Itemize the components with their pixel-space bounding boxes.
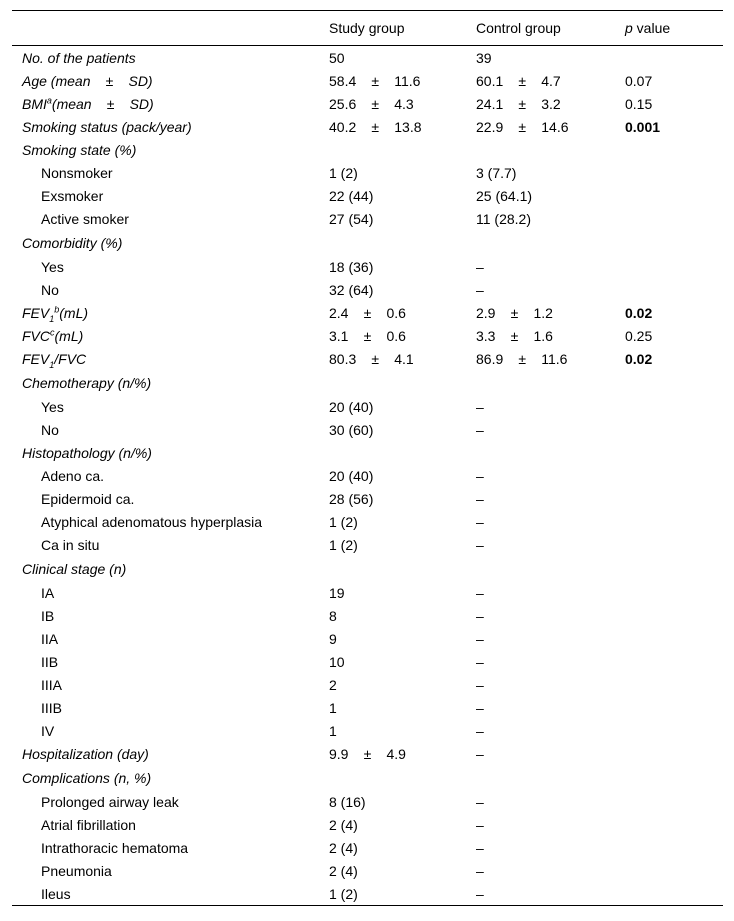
table-row xyxy=(12,92,723,115)
control-value: – xyxy=(476,885,484,902)
control-value: 2.9 ± 1.2 xyxy=(476,304,553,321)
study-value: 40.2 ± 13.8 xyxy=(329,118,422,135)
row-label: Smoking status (pack/year) xyxy=(22,118,192,135)
control-value: – xyxy=(476,584,484,601)
section-row xyxy=(12,230,723,255)
table-row xyxy=(12,604,723,627)
header-p-italic: p xyxy=(625,20,633,36)
section-row xyxy=(12,556,723,581)
table-row xyxy=(12,650,723,673)
row-label: Atrial fibrillation xyxy=(41,816,136,833)
row-label: $FEV_1^b(mL)$ xyxy=(22,303,89,324)
header-p-value xyxy=(615,11,723,46)
p-value: 0.25 xyxy=(625,327,653,344)
study-value: 1 (2) xyxy=(329,164,358,181)
control-value: – xyxy=(476,607,484,624)
table-row xyxy=(12,673,723,696)
study-value: 50 xyxy=(329,49,345,66)
p-value: 0.02 xyxy=(625,304,653,321)
table-row xyxy=(12,301,723,324)
table-row xyxy=(12,510,723,533)
section-label: Comorbidity (%) xyxy=(22,234,123,251)
table-row xyxy=(12,324,723,347)
patient-characteristics-table xyxy=(12,10,723,906)
study-value: 28 (56) xyxy=(329,490,374,507)
row-label: Yes xyxy=(41,258,64,275)
study-value: 3.1 ± 0.6 xyxy=(329,327,406,344)
row-label: IIIB xyxy=(41,699,63,716)
control-value: 3 (7.7) xyxy=(476,164,517,181)
row-label: Ileus xyxy=(41,885,71,902)
table-row xyxy=(12,836,723,859)
header-label xyxy=(12,11,319,46)
control-value: – xyxy=(476,536,484,553)
row-label: IIB xyxy=(41,653,59,670)
row-label: No. of the patients xyxy=(22,49,136,66)
control-value: – xyxy=(476,676,484,693)
table-row xyxy=(12,207,723,230)
table-row xyxy=(12,742,723,765)
control-value: – xyxy=(476,816,484,833)
row-label: IB xyxy=(41,607,55,624)
table-row xyxy=(12,487,723,510)
row-label: Epidermoid ca. xyxy=(41,490,135,507)
table-row xyxy=(12,278,723,301)
table-row xyxy=(12,418,723,441)
study-value: 58.4 ± 11.6 xyxy=(329,72,421,89)
control-value: – xyxy=(476,281,484,298)
study-value: 18 (36) xyxy=(329,258,374,275)
study-value: 20 (40) xyxy=(329,398,374,415)
row-label: Prolonged airway leak xyxy=(41,793,179,810)
table-row xyxy=(12,161,723,184)
row-label: Exsmoker xyxy=(41,187,104,204)
p-value: 0.07 xyxy=(625,72,653,89)
table-row xyxy=(12,464,723,487)
control-value: 11 (28.2) xyxy=(476,210,531,227)
study-value: 1 (2) xyxy=(329,885,358,902)
table-row xyxy=(12,347,723,370)
control-value: 60.1 ± 4.7 xyxy=(476,72,561,89)
row-label: Yes xyxy=(41,398,64,415)
control-value: – xyxy=(476,258,484,275)
table-row xyxy=(12,882,723,906)
study-value: 20 (40) xyxy=(329,467,374,484)
p-value: 0.001 xyxy=(625,118,661,135)
study-value: 9 xyxy=(329,630,337,647)
control-value: 86.9 ± 11.6 xyxy=(476,350,568,367)
study-value: 8 (16) xyxy=(329,793,366,810)
control-value: 22.9 ± 14.6 xyxy=(476,118,569,135)
row-label: IV xyxy=(41,722,55,739)
study-value: 2 (4) xyxy=(329,839,358,856)
study-value: 2 (4) xyxy=(329,816,358,833)
section-row xyxy=(12,441,723,464)
row-label: No xyxy=(41,421,59,438)
section-row xyxy=(12,138,723,161)
header-study-group: Study group xyxy=(329,20,405,36)
study-value: 9.9 ± 4.9 xyxy=(329,745,406,762)
control-value: – xyxy=(476,398,484,415)
header-p-rest: value xyxy=(632,20,671,36)
row-label: FVC$^c$(mL) xyxy=(22,326,84,344)
header-row xyxy=(12,11,723,46)
section-label: Complications (n, %) xyxy=(22,769,152,786)
control-value: 39 xyxy=(476,49,492,66)
control-value: – xyxy=(476,745,484,762)
control-value: – xyxy=(476,513,484,530)
row-label: Atyphical adenomatous hyperplasia xyxy=(41,513,263,530)
control-value: – xyxy=(476,421,484,438)
row-label: $BMI^a(mean \pm SD)$ xyxy=(22,94,154,112)
study-value: 32 (64) xyxy=(329,281,374,298)
study-value: 10 xyxy=(329,653,345,670)
section-label: Smoking state (%) xyxy=(22,141,137,158)
row-label: No xyxy=(41,281,59,298)
control-value: 24.1 ± 3.2 xyxy=(476,95,561,112)
row-label: $FEV_1$/FVC xyxy=(22,350,87,370)
study-value: 1 (2) xyxy=(329,536,358,553)
section-label: Chemotherapy (n/%) xyxy=(22,374,152,391)
study-value: 1 xyxy=(329,722,337,739)
table-row xyxy=(12,184,723,207)
study-value: 1 (2) xyxy=(329,513,358,530)
control-value: – xyxy=(476,467,484,484)
table-row xyxy=(12,69,723,92)
control-value: – xyxy=(476,839,484,856)
section-row xyxy=(12,765,723,790)
section-label: Histopathology (n/%) xyxy=(22,444,152,461)
table-row xyxy=(12,813,723,836)
control-value: 25 (64.1) xyxy=(476,187,533,204)
row-label: IIIA xyxy=(41,676,63,693)
p-value: 0.15 xyxy=(625,95,653,112)
p-value xyxy=(615,46,723,70)
control-value: – xyxy=(476,490,484,507)
control-value: – xyxy=(476,630,484,647)
table-row xyxy=(12,395,723,418)
study-value: 8 xyxy=(329,607,337,624)
row-label: Active smoker xyxy=(41,210,129,227)
row-label: Pneumonia xyxy=(41,862,112,879)
p-value: 0.02 xyxy=(625,350,653,367)
study-value: 2.4 ± 0.6 xyxy=(329,304,406,321)
table-row xyxy=(12,627,723,650)
control-value: – xyxy=(476,722,484,739)
header-control-group: Control group xyxy=(476,20,561,36)
control-value: – xyxy=(476,862,484,879)
section-row xyxy=(12,370,723,395)
section-label: Clinical stage (n) xyxy=(22,560,127,577)
control-value: – xyxy=(476,699,484,716)
table-row xyxy=(12,581,723,604)
row-label: Age (mean ± SD) xyxy=(22,72,153,89)
control-value: 3.3 ± 1.6 xyxy=(476,327,553,344)
row-label: Ca in situ xyxy=(41,536,100,553)
table-row xyxy=(12,696,723,719)
table-row xyxy=(12,719,723,742)
row-label: Adeno ca. xyxy=(41,467,105,484)
table-wrapper xyxy=(12,10,723,906)
table-row xyxy=(12,790,723,813)
table-row xyxy=(12,533,723,556)
row-label: Nonsmoker xyxy=(41,164,113,181)
table-row xyxy=(12,859,723,882)
table-row xyxy=(12,46,723,70)
study-value: 30 (60) xyxy=(329,421,374,438)
study-value: 1 xyxy=(329,699,337,716)
table-row xyxy=(12,255,723,278)
row-label: Hospitalization (day) xyxy=(22,745,149,762)
control-value: – xyxy=(476,793,484,810)
study-value: 2 xyxy=(329,676,337,693)
row-label: Intrathoracic hematoma xyxy=(41,839,189,856)
control-value: – xyxy=(476,653,484,670)
row-label: IIA xyxy=(41,630,59,647)
study-value: 2 (4) xyxy=(329,862,358,879)
study-value: 25.6 ± 4.3 xyxy=(329,95,414,112)
study-value: 19 xyxy=(329,584,345,601)
study-value: 22 (44) xyxy=(329,187,374,204)
study-value: 80.3 ± 4.1 xyxy=(329,350,414,367)
study-value: 27 (54) xyxy=(329,210,374,227)
row-label: IA xyxy=(41,584,55,601)
table-row xyxy=(12,115,723,138)
